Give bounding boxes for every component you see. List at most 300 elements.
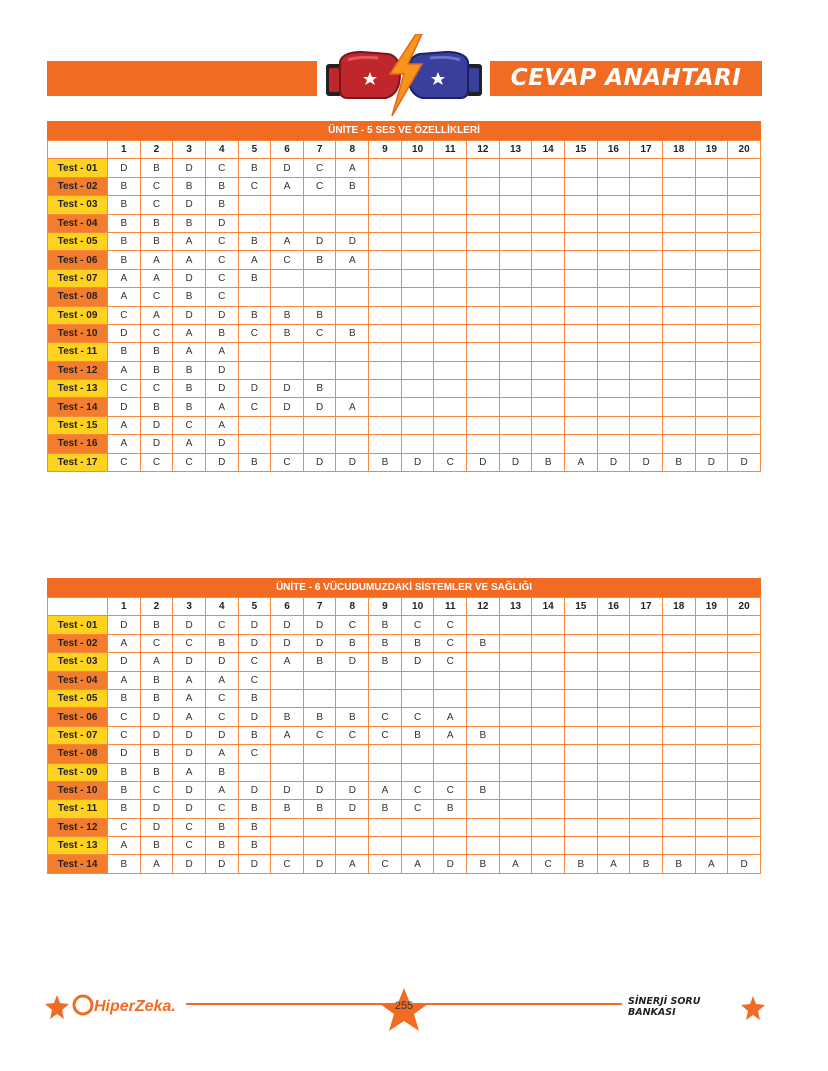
answer-cell — [369, 324, 402, 342]
answer-cell — [662, 324, 695, 342]
answer-cell — [303, 689, 336, 707]
answer-cell: D — [499, 453, 532, 471]
corner-cell — [48, 141, 108, 159]
answer-cell: D — [303, 634, 336, 652]
answer-cell: B — [205, 763, 238, 781]
answer-cell: D — [205, 380, 238, 398]
answer-cell — [695, 653, 728, 671]
answer-cell — [336, 837, 369, 855]
answer-cell — [728, 196, 761, 214]
column-header: 20 — [728, 141, 761, 159]
answer-cell: C — [532, 855, 565, 873]
test-label: Test - 04 — [48, 214, 108, 232]
answer-cell: B — [108, 763, 141, 781]
answer-cell: B — [140, 745, 173, 763]
test-label: Test - 10 — [48, 781, 108, 799]
answer-cell: B — [173, 288, 206, 306]
answer-cell: B — [108, 689, 141, 707]
table-row — [48, 159, 761, 177]
answer-cell — [695, 837, 728, 855]
answer-cell: C — [173, 818, 206, 836]
answer-cell — [532, 380, 565, 398]
answer-cell — [532, 818, 565, 836]
answer-cell — [467, 416, 500, 434]
answer-cell — [532, 653, 565, 671]
answer-cell: A — [205, 781, 238, 799]
answer-cell — [532, 416, 565, 434]
answer-cell — [630, 288, 663, 306]
answer-cell — [597, 818, 630, 836]
answer-cell: B — [108, 177, 141, 195]
answer-cell — [597, 306, 630, 324]
answer-cell: C — [140, 177, 173, 195]
table-row — [48, 855, 761, 873]
brand-logo — [72, 993, 182, 1017]
answer-cell: A — [336, 251, 369, 269]
answer-cell — [271, 196, 304, 214]
table-row — [48, 214, 761, 232]
answer-cell: C — [434, 616, 467, 634]
table-row — [48, 837, 761, 855]
answer-cell: C — [434, 634, 467, 652]
answer-cell: B — [630, 855, 663, 873]
answer-cell: D — [173, 196, 206, 214]
answer-cell — [532, 745, 565, 763]
answer-cell — [434, 671, 467, 689]
answer-section-unit-6 — [47, 578, 761, 874]
answer-cell — [499, 781, 532, 799]
answer-cell — [238, 214, 271, 232]
test-label: Test - 08 — [48, 745, 108, 763]
answer-cell: A — [140, 251, 173, 269]
answer-cell — [695, 177, 728, 195]
test-label: Test - 11 — [48, 800, 108, 818]
answer-cell: B — [140, 616, 173, 634]
answer-cell: B — [205, 634, 238, 652]
answer-cell: B — [303, 800, 336, 818]
answer-cell — [630, 653, 663, 671]
answer-cell: B — [140, 837, 173, 855]
answer-cell: B — [205, 177, 238, 195]
answer-cell: B — [401, 726, 434, 744]
answer-cell — [662, 269, 695, 287]
table-row — [48, 251, 761, 269]
answer-cell: A — [336, 159, 369, 177]
answer-cell: C — [140, 380, 173, 398]
answer-cell — [630, 269, 663, 287]
answer-cell — [597, 837, 630, 855]
answer-cell: D — [271, 634, 304, 652]
answer-cell — [630, 177, 663, 195]
answer-cell — [303, 361, 336, 379]
answer-cell — [564, 837, 597, 855]
answer-cell: D — [140, 726, 173, 744]
answer-cell — [630, 800, 663, 818]
answer-cell — [434, 288, 467, 306]
answer-cell — [728, 159, 761, 177]
answer-cell — [336, 745, 369, 763]
answer-cell: A — [271, 653, 304, 671]
answer-cell — [467, 398, 500, 416]
answer-cell: A — [434, 708, 467, 726]
answer-cell — [728, 763, 761, 781]
answer-cell — [467, 361, 500, 379]
answer-cell — [467, 288, 500, 306]
answer-cell: C — [336, 616, 369, 634]
answer-cell — [695, 306, 728, 324]
answer-cell: C — [140, 288, 173, 306]
answer-cell — [369, 214, 402, 232]
answer-cell — [695, 288, 728, 306]
column-header: 17 — [630, 598, 663, 616]
answer-cell: A — [108, 634, 141, 652]
answer-cell — [564, 671, 597, 689]
answer-cell — [532, 251, 565, 269]
answer-cell — [597, 159, 630, 177]
answer-cell — [499, 232, 532, 250]
answer-cell — [532, 177, 565, 195]
answer-cell — [662, 361, 695, 379]
answer-cell: C — [238, 745, 271, 763]
answer-cell — [695, 232, 728, 250]
answer-cell — [695, 763, 728, 781]
answer-cell: A — [369, 781, 402, 799]
answer-cell: A — [108, 837, 141, 855]
answer-cell: A — [205, 745, 238, 763]
column-header: 10 — [401, 141, 434, 159]
answer-cell — [271, 214, 304, 232]
answer-cell: B — [369, 653, 402, 671]
answer-cell — [369, 416, 402, 434]
answer-cell — [630, 361, 663, 379]
answer-cell: A — [173, 671, 206, 689]
answer-cell — [564, 380, 597, 398]
answer-cell — [467, 214, 500, 232]
answer-cell — [467, 177, 500, 195]
answer-cell — [532, 616, 565, 634]
answer-cell — [695, 214, 728, 232]
answer-cell — [238, 343, 271, 361]
answer-cell — [695, 324, 728, 342]
column-header: 1 — [108, 141, 141, 159]
answer-cell: B — [238, 269, 271, 287]
answer-cell: B — [173, 380, 206, 398]
column-header: 15 — [564, 598, 597, 616]
column-header: 3 — [173, 141, 206, 159]
answer-cell — [499, 380, 532, 398]
answer-cell — [369, 159, 402, 177]
answer-cell — [434, 361, 467, 379]
star-icon — [740, 995, 766, 1021]
answer-cell — [630, 251, 663, 269]
answer-cell: C — [108, 306, 141, 324]
answer-cell — [695, 398, 728, 416]
column-header: 16 — [597, 598, 630, 616]
answer-cell — [499, 416, 532, 434]
answer-cell — [662, 708, 695, 726]
answer-cell — [532, 269, 565, 287]
answer-cell — [662, 251, 695, 269]
answer-cell: A — [434, 726, 467, 744]
answer-cell — [401, 251, 434, 269]
answer-cell: A — [173, 763, 206, 781]
answer-cell — [597, 251, 630, 269]
test-label: Test - 13 — [48, 837, 108, 855]
answer-cell: C — [369, 708, 402, 726]
test-label: Test - 16 — [48, 435, 108, 453]
answer-cell: B — [108, 781, 141, 799]
answer-cell — [662, 159, 695, 177]
answer-cell: D — [336, 800, 369, 818]
table-row — [48, 269, 761, 287]
answer-cell: A — [564, 453, 597, 471]
table-row — [48, 818, 761, 836]
column-header: 14 — [532, 598, 565, 616]
table-row — [48, 232, 761, 250]
answer-cell: D — [173, 800, 206, 818]
answer-cell: C — [205, 616, 238, 634]
answer-cell — [434, 269, 467, 287]
test-label: Test - 03 — [48, 653, 108, 671]
answer-cell — [499, 818, 532, 836]
answer-cell: D — [467, 453, 500, 471]
answer-cell — [303, 343, 336, 361]
answer-cell — [564, 324, 597, 342]
red-glove-icon — [326, 52, 400, 98]
answer-cell: C — [271, 453, 304, 471]
answer-cell — [728, 800, 761, 818]
answer-cell: B — [303, 251, 336, 269]
answer-cell: D — [173, 306, 206, 324]
answer-cell — [271, 818, 304, 836]
answer-cell — [336, 689, 369, 707]
answer-cell: B — [238, 818, 271, 836]
answer-cell: C — [173, 453, 206, 471]
answer-cell — [238, 361, 271, 379]
answer-cell: B — [108, 196, 141, 214]
answer-cell: C — [369, 726, 402, 744]
answer-cell — [434, 398, 467, 416]
answer-cell: C — [238, 653, 271, 671]
answer-cell — [271, 435, 304, 453]
column-header: 12 — [467, 141, 500, 159]
answer-cell: C — [303, 324, 336, 342]
answer-cell: B — [238, 159, 271, 177]
answer-cell — [532, 671, 565, 689]
answer-cell — [695, 781, 728, 799]
answer-cell — [630, 214, 663, 232]
answer-cell — [728, 653, 761, 671]
answer-cell — [630, 416, 663, 434]
answer-cell — [369, 763, 402, 781]
answer-cell: B — [564, 855, 597, 873]
answer-cell — [597, 634, 630, 652]
answer-cell: D — [140, 800, 173, 818]
answer-cell — [401, 689, 434, 707]
answer-cell — [728, 380, 761, 398]
answer-cell — [728, 343, 761, 361]
answer-cell — [434, 837, 467, 855]
answer-cell: B — [238, 453, 271, 471]
answer-cell — [369, 251, 402, 269]
answer-cell: D — [205, 435, 238, 453]
table-row — [48, 634, 761, 652]
answer-cell: B — [140, 689, 173, 707]
table-row — [48, 380, 761, 398]
answer-cell: D — [173, 616, 206, 634]
answer-cell — [662, 214, 695, 232]
answer-cell — [597, 398, 630, 416]
test-label: Test - 01 — [48, 159, 108, 177]
answer-cell — [728, 634, 761, 652]
answer-cell: C — [173, 416, 206, 434]
answer-cell: C — [108, 818, 141, 836]
answer-cell — [564, 288, 597, 306]
answer-cell: B — [336, 708, 369, 726]
answer-cell — [597, 800, 630, 818]
answer-cell: D — [173, 726, 206, 744]
answer-cell — [564, 781, 597, 799]
answer-cell: C — [271, 855, 304, 873]
answer-cell — [499, 361, 532, 379]
answer-cell: C — [140, 324, 173, 342]
answer-cell — [630, 616, 663, 634]
answer-cell — [369, 269, 402, 287]
answer-cell — [369, 435, 402, 453]
answer-cell — [369, 177, 402, 195]
answer-cell — [532, 196, 565, 214]
answer-cell — [532, 306, 565, 324]
answer-cell: D — [728, 453, 761, 471]
column-header: 19 — [695, 598, 728, 616]
answer-cell — [662, 671, 695, 689]
answer-cell: D — [108, 398, 141, 416]
answer-cell — [369, 380, 402, 398]
table-row — [48, 398, 761, 416]
answer-cell: D — [401, 453, 434, 471]
answer-cell: A — [173, 232, 206, 250]
answer-cell — [434, 251, 467, 269]
answer-cell — [564, 763, 597, 781]
answer-cell: A — [271, 232, 304, 250]
answer-cell — [662, 343, 695, 361]
answer-cell — [728, 288, 761, 306]
answer-cell — [271, 745, 304, 763]
answer-cell — [499, 726, 532, 744]
answer-cell — [630, 232, 663, 250]
answer-cell: B — [336, 177, 369, 195]
answer-cell: B — [662, 855, 695, 873]
answer-cell — [630, 781, 663, 799]
answer-cell — [695, 196, 728, 214]
answer-cell — [434, 380, 467, 398]
answer-cell — [728, 416, 761, 434]
answer-cell: B — [140, 214, 173, 232]
answer-cell: D — [140, 708, 173, 726]
answer-cell — [434, 214, 467, 232]
answer-cell — [695, 671, 728, 689]
table-row — [48, 726, 761, 744]
column-header: 17 — [630, 141, 663, 159]
answer-cell: D — [140, 818, 173, 836]
answer-cell — [728, 818, 761, 836]
answer-cell — [499, 196, 532, 214]
page-number: 255 — [394, 1000, 414, 1012]
answer-cell — [467, 653, 500, 671]
answer-cell: C — [434, 653, 467, 671]
answer-cell: D — [303, 616, 336, 634]
answer-cell: A — [173, 435, 206, 453]
column-header: 5 — [238, 141, 271, 159]
answer-cell — [434, 416, 467, 434]
answer-cell: B — [173, 398, 206, 416]
answer-cell — [662, 380, 695, 398]
answer-cell: C — [140, 196, 173, 214]
answer-cell: D — [238, 380, 271, 398]
answer-cell: B — [238, 306, 271, 324]
column-header: 8 — [336, 141, 369, 159]
answer-cell — [467, 745, 500, 763]
answer-cell — [303, 671, 336, 689]
answer-cell — [336, 818, 369, 836]
answer-cell — [499, 398, 532, 416]
answer-cell: D — [303, 398, 336, 416]
table-row — [48, 671, 761, 689]
logo-text: HiperZeka. — [94, 998, 176, 1015]
answer-cell: A — [173, 324, 206, 342]
answer-cell — [401, 177, 434, 195]
answer-cell — [369, 232, 402, 250]
answer-cell — [630, 634, 663, 652]
answer-cell — [597, 324, 630, 342]
answer-cell — [728, 689, 761, 707]
answer-cell — [467, 306, 500, 324]
answer-cell: A — [140, 269, 173, 287]
answer-cell — [630, 763, 663, 781]
answer-cell — [499, 343, 532, 361]
column-header: 9 — [369, 141, 402, 159]
answer-cell — [499, 306, 532, 324]
answer-cell: D — [205, 453, 238, 471]
answer-cell: B — [108, 343, 141, 361]
answer-cell: B — [303, 653, 336, 671]
answer-cell — [564, 653, 597, 671]
answer-cell — [728, 177, 761, 195]
column-header: 19 — [695, 141, 728, 159]
corner-cell — [48, 598, 108, 616]
answer-cell — [597, 288, 630, 306]
answer-cell: B — [238, 689, 271, 707]
answer-cell: C — [434, 453, 467, 471]
answer-cell: C — [140, 781, 173, 799]
answer-cell — [630, 745, 663, 763]
answer-cell: A — [173, 708, 206, 726]
answer-cell — [336, 343, 369, 361]
answer-cell: B — [140, 159, 173, 177]
answer-cell — [401, 745, 434, 763]
answer-cell: B — [173, 214, 206, 232]
answer-cell — [303, 416, 336, 434]
answer-cell — [401, 214, 434, 232]
answer-cell — [630, 708, 663, 726]
answer-cell — [662, 800, 695, 818]
table-row — [48, 343, 761, 361]
answer-cell — [532, 800, 565, 818]
answer-cell — [564, 616, 597, 634]
boxing-gloves-icon — [318, 34, 490, 116]
answer-cell — [532, 634, 565, 652]
answer-cell — [597, 745, 630, 763]
